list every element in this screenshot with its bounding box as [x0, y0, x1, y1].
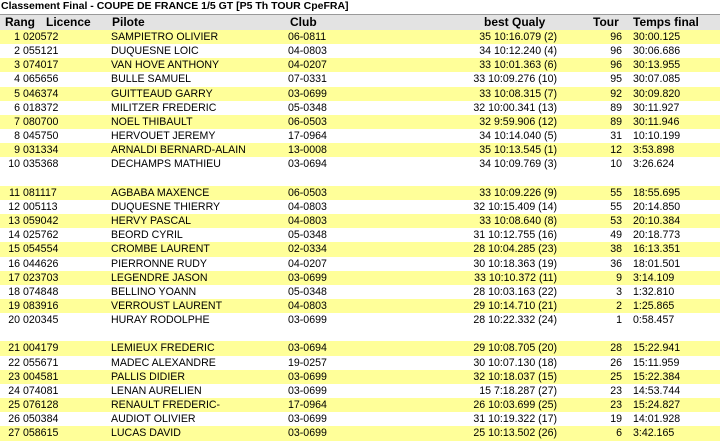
cell-licence: 080700: [23, 115, 59, 128]
table-row: [0, 412, 720, 426]
cell-rang: 18: [8, 285, 20, 298]
cell-rang: 4: [14, 73, 20, 86]
cell-tour: 89: [610, 115, 622, 128]
table-row: [0, 313, 720, 327]
cell-pilote: HERVOUET JEREMY: [111, 130, 216, 143]
table-row: [0, 157, 720, 171]
table-row: [0, 129, 720, 143]
cell-club: 03-0699: [288, 87, 327, 100]
cell-pilote: RENAULT FREDERIC-: [111, 399, 221, 412]
cell-licence: 023703: [23, 271, 59, 284]
cell-rang: 2: [14, 45, 20, 58]
cell-pilote: DECHAMPS MATHIEU: [111, 158, 221, 171]
cell-licence: 054554: [23, 243, 59, 256]
cell-rang: 23: [8, 370, 20, 383]
cell-temps-final: 0:58.457: [633, 314, 675, 327]
cell-club: 06-0811: [288, 31, 327, 43]
cell-temps-final: 15:11.959: [633, 356, 680, 369]
cell-rang: 19: [8, 299, 20, 312]
cell-pilote: LENAN AURELIEN: [111, 384, 202, 397]
cell-licence: 055121: [23, 45, 59, 58]
cell-temps-final: 20:10.384: [633, 215, 681, 228]
cell-pilote: DUQUESNE THIERRY: [111, 200, 221, 213]
cell-pilote: AGBABA MAXENCE: [111, 186, 210, 199]
cell-licence: 074848: [23, 285, 59, 298]
header-pilote: Pilote: [112, 15, 145, 29]
cell-temps-final: 1:25.865: [633, 299, 675, 312]
header-tour: Tour: [593, 15, 619, 29]
table-row: [0, 384, 720, 398]
cell-rang: 3: [14, 59, 20, 72]
table-row: [0, 356, 720, 370]
cell-licence: 005113: [23, 200, 58, 213]
cell-club: 05-0348: [288, 285, 327, 298]
cell-tour: 38: [610, 243, 622, 256]
cell-best-qualy: 28 10:22.332 (24): [473, 314, 557, 327]
cell-temps-final: 30:00.125: [633, 31, 681, 43]
header-rang: Rang: [5, 15, 35, 29]
cell-tour: 96: [610, 31, 622, 43]
cell-tour: 6: [616, 427, 622, 440]
cell-licence: 076128: [23, 399, 59, 412]
group-separator: [0, 172, 720, 186]
table-row: [0, 271, 720, 285]
cell-best-qualy: 32 9:59.906 (12): [479, 115, 557, 128]
cell-licence: 031334: [23, 144, 59, 157]
table-row: [0, 30, 720, 44]
cell-licence: 065656: [23, 73, 59, 86]
header-club: Club: [290, 15, 317, 29]
cell-pilote: VERROUST LAURENT: [111, 299, 223, 312]
cell-temps-final: 1:32.810: [633, 285, 675, 298]
cell-club: 06-0503: [288, 115, 327, 128]
cell-club: 03-0694: [288, 342, 327, 355]
cell-licence: 046374: [23, 87, 59, 100]
cell-club: 03-0699: [288, 413, 327, 426]
cell-best-qualy: 34 10:12.240 (4): [479, 45, 557, 58]
cell-club: 03-0699: [288, 384, 327, 397]
cell-rang: 11: [9, 186, 20, 199]
cell-tour: 19: [610, 413, 622, 426]
cell-pilote: MILITZER FREDERIC: [111, 101, 217, 114]
cell-rang: 25: [8, 399, 20, 412]
cell-best-qualy: 30 10:18.363 (19): [473, 257, 557, 270]
cell-rang: 24: [8, 384, 20, 397]
table-row: [0, 341, 720, 355]
cell-tour: 1: [616, 314, 622, 327]
cell-club: 03-0699: [288, 370, 327, 383]
cell-club: 03-0699: [288, 427, 327, 440]
cell-club: 03-0699: [288, 314, 327, 327]
table-header: [0, 14, 720, 31]
cell-tour: 53: [610, 215, 622, 228]
cell-licence: 025762: [23, 229, 59, 242]
cell-club: 19-0257: [288, 356, 327, 369]
cell-best-qualy: 35 10:16.079 (2): [479, 31, 557, 43]
cell-rang: 10: [8, 158, 20, 171]
cell-best-qualy: 34 10:09.769 (3): [479, 158, 557, 171]
cell-rang: 15: [8, 243, 20, 256]
cell-licence: 055671: [23, 356, 59, 369]
cell-tour: 26: [610, 356, 622, 369]
cell-temps-final: 20:18.773: [633, 229, 681, 242]
cell-best-qualy: 31 10:19.322 (17): [473, 413, 557, 426]
cell-best-qualy: 34 10:14.040 (5): [479, 130, 557, 143]
cell-licence: 018372: [23, 101, 59, 114]
cell-tour: 12: [610, 144, 622, 157]
cell-club: 17-0964: [288, 399, 327, 412]
cell-best-qualy: 33 10:09.276 (10): [473, 73, 557, 86]
table-row: [0, 186, 720, 200]
cell-tour: 96: [610, 45, 622, 58]
cell-best-qualy: 33 10:10.372 (11): [474, 271, 557, 284]
cell-rang: 21: [8, 342, 20, 355]
cell-best-qualy: 25 10:13.502 (26): [473, 427, 557, 440]
cell-temps-final: 3:14.109: [633, 271, 675, 284]
table-row: [0, 58, 720, 72]
cell-pilote: ARNALDI BERNARD-ALAIN: [111, 144, 246, 157]
cell-pilote: GUITTEAUD GARRY: [111, 87, 213, 100]
cell-best-qualy: 30 10:07.130 (18): [473, 356, 557, 369]
cell-temps-final: 20:14.850: [633, 200, 681, 213]
cell-club: 04-0803: [288, 299, 327, 312]
cell-temps-final: 3:26.624: [633, 158, 675, 171]
cell-rang: 7: [14, 115, 20, 128]
cell-club: 04-0803: [288, 215, 327, 228]
table-row: [0, 87, 720, 101]
cell-licence: 004581: [23, 370, 59, 383]
cell-rang: 20: [8, 314, 20, 327]
table-row: [0, 72, 720, 86]
header-temps-final: Temps final: [633, 15, 699, 29]
cell-tour: 10: [610, 158, 622, 171]
cell-club: 03-0699: [288, 271, 327, 284]
cell-rang: 14: [8, 229, 20, 242]
cell-best-qualy: 32 10:00.341 (13): [473, 101, 557, 114]
cell-best-qualy: 26 10:03.699 (25): [473, 399, 557, 412]
cell-rang: 16: [8, 257, 20, 270]
cell-temps-final: 15:22.941: [633, 342, 681, 355]
table-row: [0, 143, 720, 157]
cell-tour: 92: [610, 87, 622, 100]
cell-pilote: BEORD CYRIL: [111, 229, 183, 242]
cell-tour: 3: [616, 285, 622, 298]
results-table: [0, 30, 720, 441]
cell-best-qualy: 33 10:01.363 (6): [479, 59, 557, 72]
cell-pilote: MADEC ALEXANDRE: [111, 356, 216, 369]
cell-tour: 49: [610, 229, 622, 242]
cell-best-qualy: 28 10:03.163 (22): [473, 285, 557, 298]
cell-club: 04-0803: [288, 45, 327, 58]
cell-licence: 004179: [23, 342, 59, 355]
table-row: [0, 398, 720, 412]
cell-temps-final: 14:53.744: [633, 384, 681, 397]
cell-temps-final: 16:13.351: [633, 243, 681, 256]
cell-temps-final: 3:53.898: [633, 144, 675, 157]
cell-temps-final: 30:09.820: [633, 87, 681, 100]
cell-pilote: NOEL THIBAULT: [111, 115, 193, 128]
cell-rang: 26: [8, 413, 20, 426]
cell-temps-final: 30:06.686: [633, 45, 681, 58]
cell-temps-final: 30:11.946: [633, 115, 680, 128]
table-row: [0, 285, 720, 299]
table-row: [0, 228, 720, 242]
cell-best-qualy: 32 10:15.409 (14): [473, 200, 557, 213]
cell-temps-final: 18:55.695: [633, 186, 681, 199]
cell-pilote: PIERRONNE RUDY: [111, 257, 207, 270]
cell-pilote: BELLINO YOANN: [111, 285, 197, 298]
cell-temps-final: 10:10.199: [633, 130, 681, 143]
header-best-qualy: best Qualy: [484, 15, 546, 29]
cell-club: 05-0348: [288, 101, 327, 114]
header-licence: Licence: [46, 15, 91, 29]
cell-best-qualy: 29 10:08.705 (20): [473, 342, 557, 355]
cell-licence: 020345: [23, 314, 59, 327]
table-row: [0, 214, 720, 228]
cell-pilote: LEMIEUX FREDERIC: [111, 342, 215, 355]
cell-tour: 9: [616, 271, 622, 284]
cell-rang: 13: [8, 215, 20, 228]
cell-club: 04-0803: [288, 200, 327, 213]
cell-tour: 23: [610, 399, 622, 412]
cell-pilote: VAN HOVE ANTHONY: [111, 59, 220, 72]
cell-club: 04-0207: [288, 257, 327, 270]
cell-rang: 27: [8, 427, 20, 440]
cell-rang: 22: [8, 356, 20, 369]
cell-club: 06-0503: [288, 186, 327, 199]
cell-licence: 035368: [23, 158, 59, 171]
cell-club: 03-0694: [288, 158, 327, 171]
cell-best-qualy: 15 7:18.287 (27): [479, 384, 557, 397]
cell-temps-final: 15:22.384: [633, 370, 681, 383]
cell-best-qualy: 29 10:14.710 (21): [473, 299, 557, 312]
page-title: Classement Final - COUPE DE FRANCE 1/5 GT [P5 Th TOUR CpeFRA]: [1, 0, 349, 12]
cell-temps-final: 3:42.165: [633, 427, 675, 440]
cell-pilote: HERVY PASCAL: [111, 215, 192, 228]
table-row: [0, 44, 720, 58]
cell-club: 02-0334: [288, 243, 327, 256]
cell-best-qualy: 33 10:08.315 (7): [479, 87, 557, 100]
cell-licence: 045750: [23, 130, 59, 143]
cell-rang: 6: [14, 101, 20, 114]
cell-pilote: CROMBE LAURENT: [111, 243, 210, 256]
table-row: [0, 370, 720, 384]
cell-licence: 050384: [23, 413, 59, 426]
cell-pilote: BULLE SAMUEL: [111, 73, 192, 86]
cell-tour: 55: [610, 200, 622, 213]
cell-tour: 95: [610, 73, 622, 86]
table-row: [0, 200, 720, 214]
table-row: [0, 115, 720, 129]
table-row: [0, 299, 720, 313]
cell-pilote: SAMPIETRO OLIVIER: [111, 31, 219, 43]
table-row: [0, 257, 720, 271]
cell-club: 04-0207: [288, 59, 327, 72]
cell-rang: 9: [14, 144, 20, 157]
cell-licence: 074017: [23, 59, 59, 72]
cell-best-qualy: 35 10:13.545 (1): [479, 144, 557, 157]
cell-club: 05-0348: [288, 229, 327, 242]
cell-club: 13-0008: [288, 144, 327, 157]
cell-licence: 083916: [23, 299, 59, 312]
cell-temps-final: 15:24.827: [633, 399, 681, 412]
cell-best-qualy: 31 10:12.755 (16): [473, 229, 557, 242]
cell-tour: 28: [610, 342, 622, 355]
cell-best-qualy: 33 10:08.640 (8): [479, 215, 557, 228]
cell-licence: 044626: [23, 257, 59, 270]
cell-pilote: PALLIS DIDIER: [111, 370, 185, 383]
cell-tour: 23: [610, 384, 622, 397]
cell-temps-final: 30:07.085: [633, 73, 681, 86]
table-row: [0, 242, 720, 256]
cell-tour: 25: [610, 370, 622, 383]
cell-tour: 2: [616, 299, 622, 312]
table-row: [0, 101, 720, 115]
cell-temps-final: 18:01.501: [633, 257, 681, 270]
cell-best-qualy: 28 10:04.285 (23): [473, 243, 557, 256]
cell-tour: 89: [610, 101, 622, 114]
cell-licence: 020572: [23, 31, 59, 43]
cell-pilote: LUCAS DAVID: [111, 427, 181, 440]
cell-rang: 5: [14, 87, 20, 100]
cell-pilote: DUQUESNE LOIC: [111, 45, 199, 58]
cell-tour: 55: [610, 186, 622, 199]
cell-temps-final: 30:13.955: [633, 59, 681, 72]
cell-pilote: LEGENDRE JASON: [111, 271, 208, 284]
cell-club: 17-0964: [288, 130, 327, 143]
cell-licence: 058615: [23, 427, 59, 440]
cell-licence: 074081: [23, 384, 59, 397]
cell-tour: 36: [610, 257, 622, 270]
cell-pilote: AUDIOT OLIVIER: [111, 413, 196, 426]
cell-licence: 081117: [23, 186, 57, 199]
cell-club: 07-0331: [288, 73, 327, 86]
cell-best-qualy: 32 10:18.037 (15): [473, 370, 557, 383]
table-row: [0, 426, 720, 440]
cell-temps-final: 30:11.927: [633, 101, 680, 114]
cell-temps-final: 14:01.928: [633, 413, 681, 426]
cell-rang: 12: [8, 200, 20, 213]
cell-rang: 17: [8, 271, 20, 284]
group-separator: [0, 327, 720, 341]
cell-rang: 1: [14, 31, 20, 43]
cell-tour: 31: [610, 130, 622, 143]
cell-pilote: HURAY RODOLPHE: [111, 314, 210, 327]
cell-best-qualy: 33 10:09.226 (9): [479, 186, 557, 199]
cell-licence: 059042: [23, 215, 59, 228]
cell-tour: 96: [610, 59, 622, 72]
cell-rang: 8: [14, 130, 20, 143]
